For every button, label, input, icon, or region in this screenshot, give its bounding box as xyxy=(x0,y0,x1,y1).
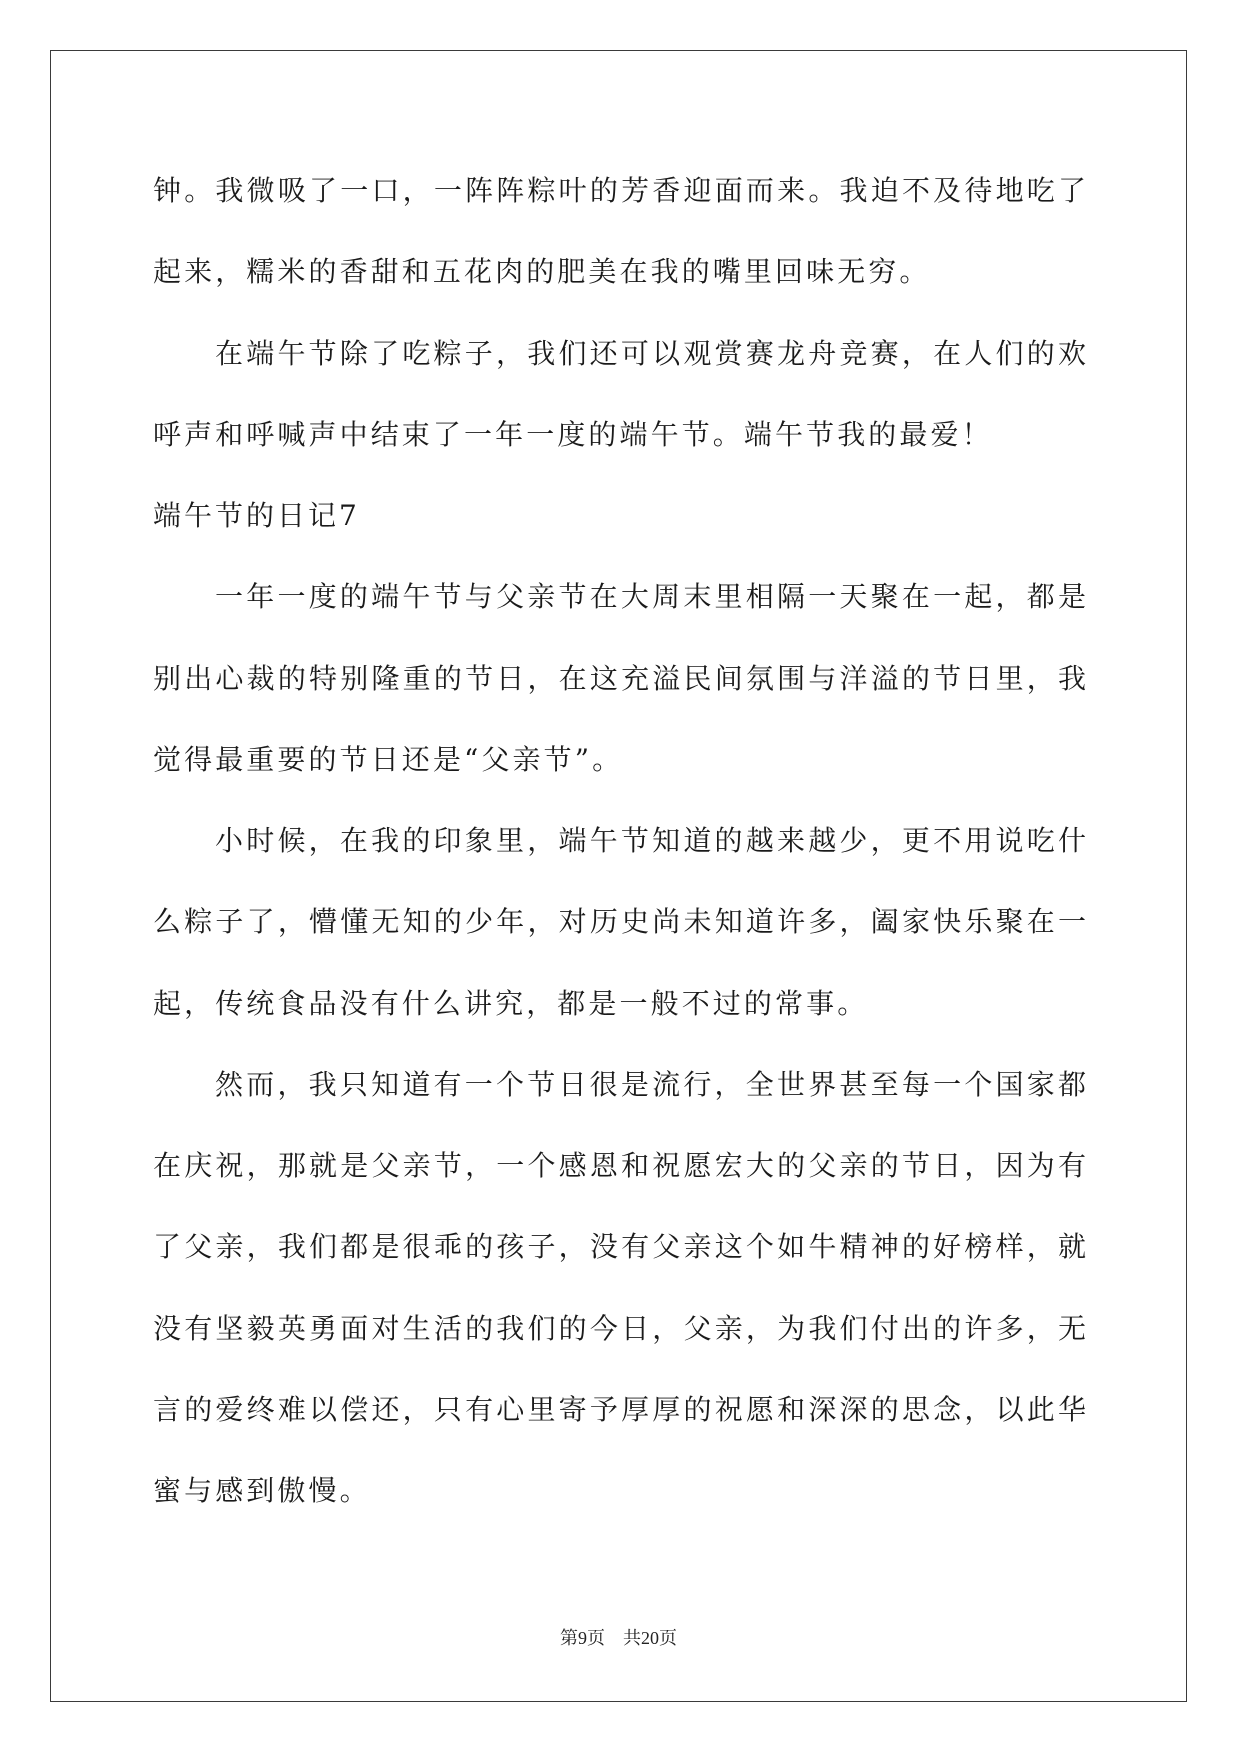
body-line: 在端午节除了吃粽子，我们还可以观赏赛龙舟竞赛，在人们的欢 xyxy=(215,336,1086,370)
body-line: 起来，糯米的香甜和五花肉的肥美在我的嘴里回味无穷。 xyxy=(153,255,931,289)
page-footer xyxy=(0,1626,1237,1650)
body-line: 起，传统食品没有什么讲究，都是一般不过的常事。 xyxy=(153,986,869,1020)
body-line: 在庆祝，那就是父亲节，一个感恩和祝愿宏大的父亲的节日，因为有 xyxy=(153,1149,1086,1182)
body-line: 呼声和呼喊声中结束了一年一度的端午节。端午节我的最爱！ xyxy=(153,417,993,451)
document-body xyxy=(153,150,1086,1531)
body-line: 觉得最重要的节日还是“父亲节”。 xyxy=(153,742,624,776)
body-line: 别出心裁的特别隆重的节日，在这充溢民间氛围与洋溢的节日里，我 xyxy=(153,661,1086,695)
page-total: 共20页 xyxy=(623,1628,677,1648)
body-line: 然而，我只知道有一个节日很是流行，全世界甚至每一个国家都 xyxy=(215,1067,1086,1101)
body-line: 一年一度的端午节与父亲节在大周末里相隔一天聚在一起，都是 xyxy=(215,580,1086,614)
page-number: 第9页 xyxy=(560,1628,605,1648)
body-line: 小时候，在我的印象里，端午节知道的越来越少，更不用说吃什 xyxy=(215,824,1086,857)
body-line: 言的爱终难以偿还，只有心里寄予厚厚的祝愿和深深的思念，以此华 xyxy=(153,1392,1086,1426)
body-line: 了父亲，我们都是很乖的孩子，没有父亲这个如牛精神的好榜样，就 xyxy=(153,1230,1086,1264)
body-line: 蜜与感到傲慢。 xyxy=(153,1474,371,1507)
body-line: 没有坚毅英勇面对生活的我们的今日，父亲，为我们付出的许多，无 xyxy=(153,1311,1086,1345)
body-line: 么粽子了，懵懂无知的少年，对历史尚未知道许多，阖家快乐聚在一 xyxy=(153,905,1086,939)
section-heading: 端午节的日记7 xyxy=(153,499,360,532)
body-line: 钟。我微吸了一口，一阵阵粽叶的芳香迎面而来。我迫不及待地吃了 xyxy=(153,174,1086,207)
